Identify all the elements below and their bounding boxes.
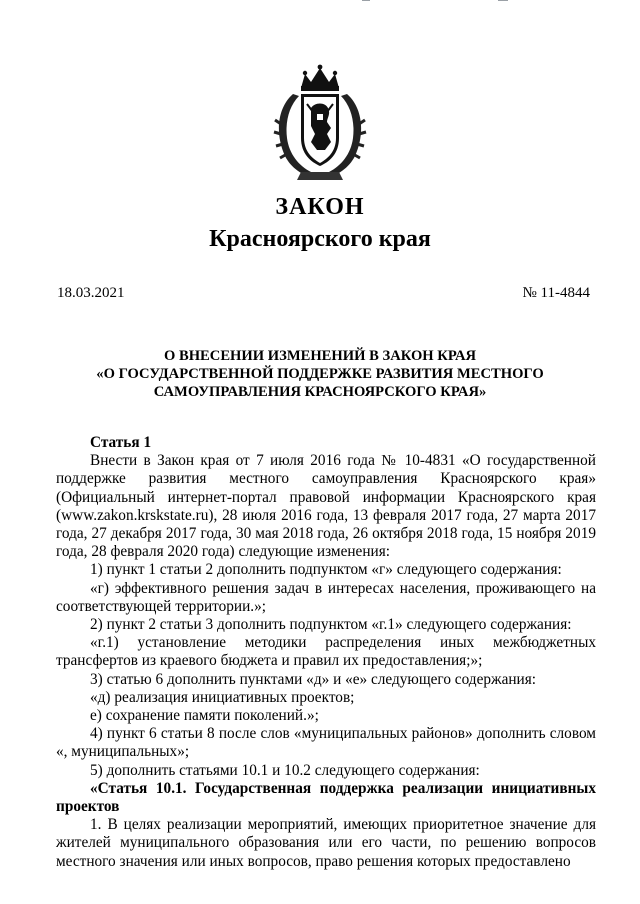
krasnoyarsk-coat-of-arms-icon bbox=[271, 64, 369, 182]
article-title: Статья 1 bbox=[90, 434, 152, 451]
scan-artifact bbox=[362, 0, 370, 1]
document-title: ЗАКОН bbox=[275, 194, 365, 220]
article-intro: Внести в Закон края от 7 июля 2016 года № 10-4831 «О государственной поддержке развития местного самоуправления Красноярского края» (Официальный интернет-портал правовой информации Красноярского края (www.zakon.krskstate.ru), 28 июля 2016 года, 13 февраля 2017 года, 27 марта 2017 года, 27 декабря 2017 года, 30 мая 2018 года, 26 октября 2018 года, 15 ноября 2019 года, 28 февраля 2020 года) следующие изменения: bbox=[56, 452, 596, 561]
list-item: 3) статью 6 дополнить пунктами «д» и «е» следующего содержания: bbox=[90, 670, 537, 688]
list-item: «г.1) установление методики распределения иных межбюджетных трансфертов из краевого бюджета и правил их предоставления;»; bbox=[56, 634, 596, 670]
heading-line: О ВНЕСЕНИИ ИЗМЕНЕНИЙ В ЗАКОН КРАЯ bbox=[163, 348, 477, 364]
list-item: «г) эффективного решения задач в интересах населения, проживающего на соответствующей территории.»; bbox=[56, 579, 596, 615]
document-date: 18.03.2021 bbox=[57, 285, 125, 301]
document-number: № 11-4844 bbox=[522, 285, 590, 301]
list-item: 1) пункт 1 статьи 2 дополнить подпунктом «г» следующего содержания: bbox=[90, 561, 562, 579]
heading-line: САМОУПРАВЛЕНИЯ КРАСНОЯРСКОГО КРАЯ» bbox=[153, 384, 487, 400]
heading-line: «О ГОСУДАРСТВЕННОЙ ПОДДЕРЖКЕ РАЗВИТИЯ МЕСТНОГО bbox=[96, 366, 544, 382]
list-item: 5) дополнить статьями 10.1 и 10.2 следующего содержания: bbox=[90, 761, 480, 779]
list-item: 4) пункт 6 статьи 8 после слов «муниципальных районов» дополнить словом «, муниципальных»; bbox=[56, 725, 596, 761]
document-subtitle: Красноярского края bbox=[209, 226, 431, 252]
list-item: е) сохранение памяти поколений.»; bbox=[90, 707, 319, 725]
list-item: 2) пункт 2 статьи 3 дополнить подпунктом «г.1» следующего содержания: bbox=[90, 616, 572, 634]
article-10-1-paragraph: 1. В целях реализации мероприятий, имеющих приоритетное значение для жителей муниципального образования или его части, по решению вопросов местного значения или иных вопросов, право решения которых предоставлено bbox=[56, 816, 596, 870]
list-item: «д) реализация инициативных проектов; bbox=[90, 688, 355, 706]
law-heading bbox=[60, 347, 580, 401]
article-10-1-title: «Статья 10.1. Государственная поддержка реализации инициативных проектов bbox=[56, 779, 596, 816]
document-body bbox=[56, 434, 596, 871]
scan-artifact bbox=[498, 0, 508, 1]
